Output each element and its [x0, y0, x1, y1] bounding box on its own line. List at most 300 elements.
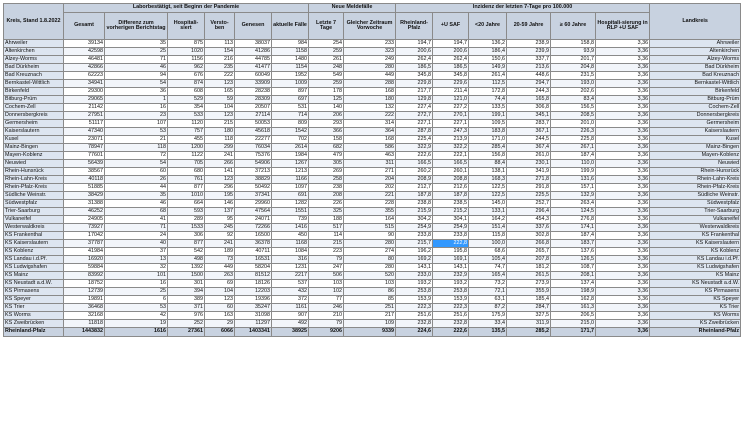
table-cell: 137 — [205, 208, 235, 216]
table-cell: 186,5 — [396, 64, 433, 72]
table-cell: 314 — [344, 120, 396, 128]
table-cell: 254 — [309, 40, 344, 48]
table-cell: 86 — [344, 288, 396, 296]
table-cell: 60 — [105, 168, 168, 176]
table-cell: 3,36 — [596, 216, 650, 224]
col-kreis: Kreis, Stand 1.8.2022 — [4, 4, 64, 40]
table-cell: 664 — [168, 200, 205, 208]
table-cell: 212,7 — [396, 184, 433, 192]
table-cell: 46252 — [64, 208, 105, 216]
district-name: Westerwaldkreis — [4, 224, 64, 232]
table-cell: 181,2 — [507, 264, 551, 272]
table-cell: 72266 — [235, 224, 272, 232]
table-cell: 40711 — [235, 248, 272, 256]
table-cell: 215,0 — [551, 320, 596, 328]
table-cell: 172,8 — [469, 88, 507, 96]
table-row — [4, 288, 741, 296]
table-cell: 276,8 — [551, 216, 596, 224]
table-cell: 138,1 — [469, 168, 507, 176]
table-cell: 1952 — [272, 72, 309, 80]
table-cell: 85 — [344, 296, 396, 304]
table-cell: 73 — [205, 256, 235, 264]
table-cell: 232,8 — [396, 320, 433, 328]
table-cell: 19 — [105, 320, 168, 328]
table-cell: 515 — [344, 224, 396, 232]
table-cell: 3,36 — [596, 296, 650, 304]
table-row — [4, 280, 741, 288]
table-cell: 1009 — [272, 80, 309, 88]
table-cell: 3,36 — [596, 272, 650, 280]
table-row — [4, 88, 741, 96]
table-cell: 35247 — [235, 304, 272, 312]
table-cell: 208 — [309, 192, 344, 200]
table-cell: 42 — [105, 312, 168, 320]
table-cell: 325 — [309, 208, 344, 216]
table-cell: 16531 — [235, 256, 272, 264]
landkreis-name: KS Landau i.d.Pf. — [650, 256, 741, 264]
table-cell: 962 — [168, 64, 205, 72]
landkreis-name: Altenkirchen — [650, 48, 741, 56]
table-cell: 3,36 — [596, 144, 650, 152]
landkreis-name: KS Zweibrücken — [650, 320, 741, 328]
district-name: Trier-Saarburg — [4, 208, 64, 216]
district-name: KS Trier — [4, 304, 64, 312]
table-cell: 227,1 — [433, 120, 469, 128]
table-cell: 273,9 — [507, 280, 551, 288]
table-cell: 261,0 — [507, 152, 551, 160]
table-cell: 42598 — [64, 48, 105, 56]
col-lt20: <20 Jahre — [469, 13, 507, 40]
table-cell: 244,3 — [507, 88, 551, 96]
table-cell: 41286 — [235, 48, 272, 56]
landkreis-name: Rhein-Pfalz-Kreis — [650, 184, 741, 192]
landkreis-name: Bernkastel-Wittlich — [650, 80, 741, 88]
table-cell: 40118 — [64, 176, 105, 184]
table-cell: 50053 — [235, 120, 272, 128]
district-name: Südliche Weinstr. — [4, 192, 64, 200]
table-cell: 21142 — [64, 104, 105, 112]
table-cell: 227,4 — [396, 104, 433, 112]
table-row — [4, 320, 741, 328]
table-cell: 241 — [205, 240, 235, 248]
table-cell: 233,8 — [396, 232, 433, 240]
table-cell: 1533 — [168, 224, 205, 232]
table-cell: 1542 — [272, 128, 309, 136]
table-cell: 36 — [105, 88, 168, 96]
table-cell: 39134 — [64, 40, 105, 48]
group-neue: Neue Meldefälle — [309, 4, 396, 13]
table-cell: 80 — [344, 256, 396, 264]
table-cell: 53 — [105, 128, 168, 136]
table-row — [4, 184, 741, 192]
table-cell: 60 — [205, 304, 235, 312]
table-cell: 50492 — [235, 184, 272, 192]
table-cell: 162,8 — [551, 296, 596, 304]
table-cell: 168 — [344, 136, 396, 144]
table-cell: 198,9 — [551, 288, 596, 296]
district-name: KS Kaiserslautern — [4, 240, 64, 248]
table-cell: 1156 — [168, 56, 205, 64]
table-cell: 327,5 — [507, 312, 551, 320]
landkreis-name: Rhein-Lahn-Kreis — [650, 176, 741, 184]
table-cell: 35 — [105, 192, 168, 200]
table-cell: 19396 — [235, 296, 272, 304]
table-cell: 206,5 — [551, 312, 596, 320]
district-name: Bitburg-Prüm — [4, 96, 64, 104]
table-cell: 1231 — [272, 264, 309, 272]
table-cell: 208,5 — [551, 112, 596, 120]
table-cell: 21 — [105, 136, 168, 144]
table-cell: 20507 — [235, 104, 272, 112]
table-cell: 169,1 — [433, 256, 469, 264]
table-cell: 389 — [168, 296, 205, 304]
table-cell: 200,6 — [396, 48, 433, 56]
landkreis-name: Südwestpfalz — [650, 200, 741, 208]
table-cell: 141 — [205, 168, 235, 176]
table-cell: 3,36 — [596, 304, 650, 312]
table-cell: 104 — [205, 104, 235, 112]
table-cell: 180 — [205, 128, 235, 136]
table-cell: 126,5 — [551, 256, 596, 264]
table-cell: 251 — [344, 304, 396, 312]
table-cell: 24 — [105, 232, 168, 240]
table-cell: 38567 — [64, 168, 105, 176]
table-cell: 3,36 — [596, 80, 650, 88]
table-cell: 157,1 — [551, 184, 596, 192]
table-cell: 123 — [205, 176, 235, 184]
district-name: Südwestpfalz — [4, 200, 64, 208]
table-cell: 1403341 — [235, 328, 272, 337]
table-cell: 247 — [309, 264, 344, 272]
table-cell: 3,36 — [596, 88, 650, 96]
table-cell: 37341 — [235, 192, 272, 200]
table-cell: 231,5 — [551, 72, 596, 80]
table-cell: 51117 — [64, 120, 105, 128]
table-cell: 271,8 — [507, 176, 551, 184]
table-cell: 366 — [309, 128, 344, 136]
table-cell: 73927 — [64, 224, 105, 232]
table-cell: 187,8 — [433, 192, 469, 200]
table-cell: 394 — [168, 288, 205, 296]
table-cell: 185,4 — [507, 296, 551, 304]
district-name: Ahrweiler — [4, 40, 64, 48]
table-cell: 215 — [309, 240, 344, 248]
district-name: Vulkaneifel — [4, 216, 64, 224]
col-verstorben: Versto-ben — [205, 13, 235, 40]
table-cell: 301 — [168, 280, 205, 288]
table-cell: 161,3 — [551, 304, 596, 312]
table-cell: 1122 — [168, 152, 205, 160]
table-cell: 32168 — [64, 312, 105, 320]
table-cell: 158 — [309, 136, 344, 144]
table-cell: 27951 — [64, 112, 105, 120]
district-name: Germersheim — [4, 120, 64, 128]
table-cell: 42866 — [64, 64, 105, 72]
table-cell: 226,3 — [551, 128, 596, 136]
table-cell: 3,36 — [596, 120, 650, 128]
total-row — [4, 328, 741, 337]
table-cell: 1084 — [272, 248, 309, 256]
table-cell: 3,36 — [596, 232, 650, 240]
table-cell: 529 — [168, 96, 205, 104]
table-cell: 208,9 — [396, 176, 433, 184]
landkreis-name: Cochem-Zell — [650, 104, 741, 112]
table-cell: 367,4 — [507, 144, 551, 152]
table-cell: 449 — [205, 264, 235, 272]
table-cell: 166,5 — [433, 160, 469, 168]
landkreis-name: KS Neustadt a.d.W. — [650, 280, 741, 288]
table-cell: 17042 — [64, 232, 105, 240]
table-cell: 261,4 — [469, 72, 507, 80]
table-cell: 146 — [205, 200, 235, 208]
table-cell: 247,3 — [433, 128, 469, 136]
table-cell: 107 — [105, 120, 168, 128]
table-cell: 41 — [105, 216, 168, 224]
table-cell: 33909 — [235, 80, 272, 88]
table-cell: 238,5 — [433, 200, 469, 208]
table-cell: 3,36 — [596, 56, 650, 64]
table-cell: 877 — [168, 240, 205, 248]
table-cell: 311 — [344, 160, 396, 168]
col-differenz: Differenz zum vorherigen Berichtstag — [105, 13, 168, 40]
table-cell: 41477 — [235, 64, 272, 72]
landkreis-name: Kusel — [650, 136, 741, 144]
table-cell: 169,2 — [396, 256, 433, 264]
table-cell: 38037 — [235, 40, 272, 48]
table-cell: 29 — [205, 320, 235, 328]
table-cell: 12203 — [235, 288, 272, 296]
table-cell: 293 — [309, 120, 344, 128]
table-cell: 90 — [344, 232, 396, 240]
table-cell: 202 — [344, 184, 396, 192]
table-cell: 22277 — [235, 136, 272, 144]
table-cell: 171,0 — [469, 136, 507, 144]
table-cell: 215 — [205, 120, 235, 128]
table-cell: 252 — [168, 320, 205, 328]
district-name: Bernkastel-Wittlich — [4, 80, 64, 88]
table-cell: 1010 — [168, 192, 205, 200]
table-cell: 124,5 — [551, 208, 596, 216]
table-cell: 549 — [309, 72, 344, 80]
table-cell: 154 — [205, 48, 235, 56]
table-cell: 455 — [168, 136, 205, 144]
table-cell: 109,5 — [469, 120, 507, 128]
table-cell: 542 — [168, 248, 205, 256]
table-cell: 586 — [344, 144, 396, 152]
table-cell: 757 — [168, 128, 205, 136]
table-cell: 296,4 — [507, 208, 551, 216]
table-cell: 3,36 — [596, 168, 650, 176]
table-cell: 38925 — [272, 328, 309, 337]
table-cell: 246 — [309, 304, 344, 312]
table-cell: 121,0 — [433, 96, 469, 104]
table-row — [4, 312, 741, 320]
col-usaf: +U SAF — [433, 13, 469, 40]
district-name: Kusel — [4, 136, 64, 144]
table-cell: 287,8 — [396, 128, 433, 136]
table-cell: 183,8 — [469, 128, 507, 136]
table-cell: 1416 — [272, 224, 309, 232]
table-cell: 102 — [309, 288, 344, 296]
table-cell: 95 — [205, 216, 235, 224]
table-cell: 3,36 — [596, 280, 650, 288]
table-cell: 26 — [105, 176, 168, 184]
table-cell: 3,36 — [596, 48, 650, 56]
table-cell: 68,6 — [469, 248, 507, 256]
table-cell: 11818 — [64, 320, 105, 328]
table-cell: 260,2 — [396, 168, 433, 176]
table-cell: 245 — [205, 224, 235, 232]
table-cell: 697 — [272, 96, 309, 104]
table-row — [4, 248, 741, 256]
table-cell: 215,9 — [396, 208, 433, 216]
table-cell: 109 — [344, 320, 396, 328]
table-cell: 221 — [344, 192, 396, 200]
district-name: KS Neustadt a.d.W. — [4, 280, 64, 288]
table-cell: 153,9 — [396, 296, 433, 304]
table-row — [4, 304, 741, 312]
table-cell: 51885 — [64, 184, 105, 192]
table-cell: 227,2 — [433, 104, 469, 112]
table-cell: 81512 — [235, 272, 272, 280]
table-cell: 166,5 — [396, 160, 433, 168]
table-cell: 187,8 — [396, 192, 433, 200]
district-name: Rhein-Lahn-Kreis — [4, 176, 64, 184]
table-cell: 25 — [105, 288, 168, 296]
landkreis-name: Ahrweiler — [650, 40, 741, 48]
table-cell: 137,6 — [551, 248, 596, 256]
table-cell: 195 — [205, 192, 235, 200]
table-cell: 44785 — [235, 56, 272, 64]
table-cell: 38429 — [64, 192, 105, 200]
table-cell: 238,8 — [396, 200, 433, 208]
table-cell: 78947 — [64, 144, 105, 152]
table-cell: 3,36 — [596, 248, 650, 256]
table-cell: 269 — [309, 168, 344, 176]
table-cell: 463 — [344, 152, 396, 160]
table-cell: 506 — [309, 272, 344, 280]
table-cell: 222,1 — [433, 152, 469, 160]
table-cell: 265,7 — [507, 248, 551, 256]
table-cell: 165,4 — [469, 272, 507, 280]
table-cell: 195,8 — [433, 248, 469, 256]
table-row — [4, 40, 741, 48]
table-cell: 222,6 — [396, 152, 433, 160]
col-ge60: ≥ 60 Jahre — [551, 13, 596, 40]
table-cell: 54906 — [235, 160, 272, 168]
table-cell: 207,8 — [507, 256, 551, 264]
table-cell: 1166 — [272, 176, 309, 184]
table-cell: 3,36 — [596, 40, 650, 48]
table-cell: 47340 — [64, 128, 105, 136]
table-cell: 125 — [309, 96, 344, 104]
table-cell: 306 — [168, 232, 205, 240]
table-cell: 3,36 — [596, 240, 650, 248]
table-cell: 448,6 — [507, 72, 551, 80]
district-name: KS Koblenz — [4, 248, 64, 256]
landkreis-name: KS Ludwigshafen — [650, 264, 741, 272]
table-cell: 33,4 — [469, 320, 507, 328]
table-cell: 680 — [168, 168, 205, 176]
table-cell: 225,5 — [507, 192, 551, 200]
table-cell: 976 — [168, 312, 205, 320]
table-cell: 1161 — [272, 304, 309, 312]
table-cell: 251,6 — [433, 312, 469, 320]
table-cell: 2217 — [272, 272, 309, 280]
table-cell: 533 — [168, 112, 205, 120]
table-cell: 72,1 — [469, 288, 507, 296]
landkreis-name: Bitburg-Prüm — [650, 96, 741, 104]
district-name: Alzey-Worms — [4, 56, 64, 64]
table-cell: 897 — [272, 88, 309, 96]
table-cell: 79 — [309, 320, 344, 328]
table-cell: 163 — [205, 312, 235, 320]
table-cell: 259 — [309, 80, 344, 88]
table-cell: 186,5 — [433, 64, 469, 72]
table-cell: 83,4 — [551, 96, 596, 104]
table-cell: 149,9 — [469, 64, 507, 72]
table-cell: 103 — [309, 280, 344, 288]
table-cell: 136,2 — [469, 40, 507, 48]
landkreis-name: KS Speyer — [650, 296, 741, 304]
table-cell: 537 — [272, 280, 309, 288]
table-cell: 232,9 — [433, 272, 469, 280]
table-cell: 517 — [309, 224, 344, 232]
table-cell: 187,4 — [551, 152, 596, 160]
table-cell: 145,0 — [469, 200, 507, 208]
table-row — [4, 128, 741, 136]
table-cell: 74,4 — [469, 96, 507, 104]
table-cell: 135,5 — [469, 328, 507, 337]
table-cell: 355 — [344, 208, 396, 216]
table-cell: 1200 — [168, 144, 205, 152]
landkreis-name: Mayen-Koblenz — [650, 152, 741, 160]
table-cell: 372 — [272, 296, 309, 304]
table-cell: 226 — [309, 200, 344, 208]
table-cell: 492 — [272, 320, 309, 328]
table-cell: 262,4 — [396, 56, 433, 64]
table-cell: 280 — [344, 264, 396, 272]
table-cell: 123 — [205, 80, 235, 88]
table-cell: 3,36 — [596, 160, 650, 168]
table-cell: 248 — [309, 64, 344, 72]
table-cell: 249 — [344, 56, 396, 64]
table-row — [4, 296, 741, 304]
table-cell: 285,2 — [507, 328, 551, 337]
table-cell: 9206 — [309, 328, 344, 337]
table-cell: 35 — [105, 40, 168, 48]
table-cell: 77601 — [64, 152, 105, 160]
district-name: Bad Kreuznach — [4, 72, 64, 80]
landkreis-name: Vulkaneifel — [650, 216, 741, 224]
table-cell: 164 — [344, 216, 396, 224]
table-cell: 168 — [344, 88, 396, 96]
table-cell: 196,2 — [396, 248, 433, 256]
table-cell: 165 — [205, 88, 235, 96]
table-cell: 29300 — [64, 88, 105, 96]
table-row — [4, 232, 741, 240]
col-landkreis: Landkreis — [650, 4, 741, 40]
table-cell: 178 — [309, 88, 344, 96]
table-cell: 739 — [272, 216, 309, 224]
table-cell: 259 — [309, 48, 344, 56]
landkreis-name: Neuwied — [650, 160, 741, 168]
col-hospitalisierung: Hospitali-sierung in RLP +U SAF — [596, 13, 650, 40]
table-cell: 222,6 — [433, 328, 469, 337]
table-cell: 432 — [272, 288, 309, 296]
table-cell: 186,4 — [469, 48, 507, 56]
landkreis-name: Mainz-Bingen — [650, 144, 741, 152]
